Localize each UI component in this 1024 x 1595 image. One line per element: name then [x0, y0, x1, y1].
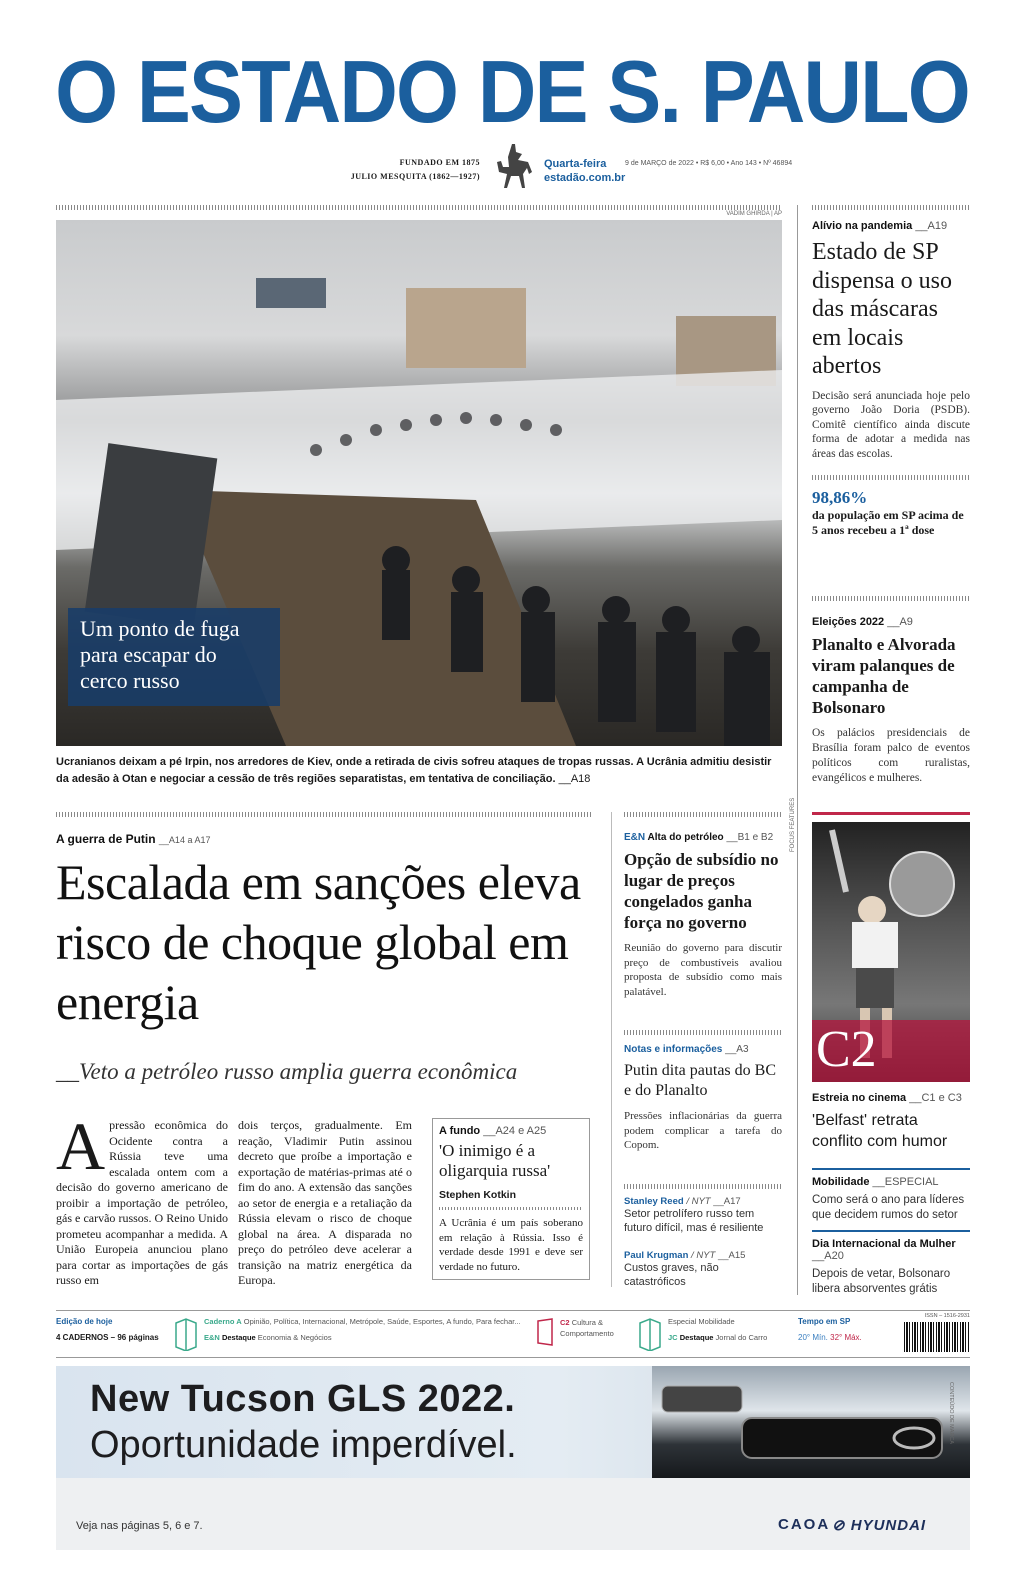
divider — [56, 812, 592, 817]
story-headline[interactable]: 'Belfast' retrata conflito com humor — [812, 1112, 948, 1150]
story-headline[interactable]: Estado de SP dispensa o uso das máscaras em locais abertos — [812, 239, 952, 379]
brief-text[interactable]: Como será o ano para líderes que decidem rumos do setor — [812, 1194, 965, 1221]
opinion-text[interactable]: Custos graves, não catastróficos — [624, 1262, 719, 1288]
hyundai-logo-icon: ⊘ — [832, 1517, 846, 1534]
ad-brand-caoa: CAOA — [778, 1516, 831, 1533]
story-body: Decisão será anunciada hoje pelo governo João Doria (PSDB). Comitê científico ainda discute forma de adotar a medida nas áreas das escolas. — [812, 389, 970, 460]
ad-brand-hyundai: ⊘ HYUNDAI — [832, 1517, 927, 1534]
ad-car — [652, 1366, 970, 1478]
brief-kicker: Dia Internacional da Mulher __A20 — [812, 1238, 956, 1262]
photo-credit: VADIM GHIRDA | AP — [726, 211, 782, 217]
sidebar-story-elections[interactable] — [812, 616, 970, 786]
sidebar-story-masks[interactable] — [812, 220, 970, 538]
opinion-byline: Paul Krugman / NYT __A15 — [624, 1250, 746, 1261]
section-icon — [536, 1317, 554, 1347]
afundo-author: Stephen Kotkin — [439, 1189, 517, 1201]
issn-text: ISSN – 1516-2931 — [924, 1313, 970, 1319]
story-kicker: Alívio na pandemia __A19 — [812, 220, 948, 232]
afundo-box[interactable] — [432, 1118, 590, 1280]
section-c2-line[interactable]: C2 Cultura & Comportamento — [560, 1318, 614, 1338]
divider — [812, 1168, 970, 1170]
section-icon — [638, 1317, 662, 1351]
story-headline[interactable]: Putin dita pautas do BC e do Planalto — [624, 1062, 776, 1099]
sidebar-brief-mobility[interactable] — [812, 1176, 970, 1223]
divider — [812, 1230, 970, 1232]
afundo-title[interactable]: 'O inimigo é a oligarquia russa' — [439, 1141, 551, 1180]
brief-kicker: Mobilidade __ESPECIAL — [812, 1176, 939, 1188]
story-body: Reunião do governo para discutir preço de combustíveis avaliou proposta de subsídio como mais palatável. — [624, 942, 782, 998]
middle-story-subsidy[interactable] — [624, 832, 782, 999]
story-body: Os palácios presidenciais de Brasília foram palco de eventos políticos com ruralistas, evangélicos e mulheres. — [812, 727, 970, 784]
ad-note: Veja nas páginas 5, 6 e 7. — [76, 1520, 203, 1532]
site-link[interactable]: estadão.com.br — [544, 172, 626, 184]
divider — [624, 1030, 782, 1035]
photo-overlay-title: Um ponto de fuga para escapar do cerco russo — [80, 616, 240, 693]
index-bar — [56, 1310, 970, 1358]
caption-text: Ucranianos deixam a pé Irpin, nos arredores de Kiev, onde a retirada de civis sofreu ataques de tropas russas. A Ucrânia admitiu desistir da adesão à Otan e negociar a cessão de três regiões separatistas, em tentativa de conciliação. — [56, 756, 772, 785]
founder-text: JULIO MESQUITA (1862—1927) — [350, 172, 480, 181]
divider — [56, 205, 782, 210]
c2-photo[interactable] — [812, 822, 970, 1082]
advertisement[interactable] — [56, 1366, 970, 1550]
masthead — [0, 40, 1024, 195]
photo-overlay-box — [68, 608, 280, 706]
opinion-item[interactable] — [624, 1196, 782, 1235]
afundo-text: A Ucrânia é um país soberano em relação à Rússia. Isso é verdade desde 1991 e deve ser verdade no futuro. — [439, 1217, 583, 1273]
opinion-text[interactable]: Setor petrolífero russo tem futuro difícil, mas é resiliente — [624, 1208, 764, 1234]
weather-values: 20° Mín. 32° Máx. — [798, 1333, 862, 1342]
barcode — [904, 1322, 970, 1352]
divider — [439, 1207, 583, 1210]
main-column-1 — [56, 1108, 228, 1289]
divider — [624, 1184, 782, 1189]
dropcap: A — [56, 1108, 106, 1184]
stat-text: da população em SP acima de 5 anos recebeu a 1ª dose — [812, 508, 964, 537]
divider — [812, 596, 970, 601]
ad-subtitle: Oportunidade imperdível. — [90, 1424, 517, 1466]
sidebar-story-c2[interactable] — [812, 1092, 970, 1152]
section-icon — [174, 1317, 198, 1351]
masthead-title: O ESTADO DE S. PAULO — [55, 42, 969, 141]
opinion-byline: Stanley Reed / NYT __A17 — [624, 1196, 741, 1207]
divider — [624, 812, 782, 817]
ad-side-label: CONTEÚDO DE MARCA — [948, 1382, 954, 1445]
story-kicker: Estreia no cinema __C1 e C3 — [812, 1092, 962, 1104]
afundo-kicker: A fundo __A24 e A25 — [439, 1125, 547, 1137]
stat-value: 98,86% — [812, 488, 868, 507]
divider — [812, 205, 970, 210]
brief-text[interactable]: Depois de vetar, Bolsonaro libera absorventes grátis — [812, 1268, 951, 1295]
main-headline[interactable]: Escalada em sanções eleva risco de choque global em energia — [56, 854, 581, 1030]
section-a-line[interactable]: Caderno A Opinião, Política, Internacional, Metrópole, Saúde, Esportes, A fundo, Para fechar... — [204, 1317, 521, 1326]
lead-photo — [56, 220, 782, 746]
opinion-item[interactable] — [624, 1250, 782, 1289]
horseman-logo-icon — [490, 142, 536, 190]
story-headline[interactable]: Planalto e Alvorada viram palanques de campanha de Bolsonaro — [812, 635, 956, 717]
ad-title: New Tucson GLS 2022. — [90, 1378, 516, 1420]
founded-text: FUNDADO EM 1875 — [399, 158, 480, 167]
c2-credit: FOCUS FEATURES — [790, 797, 796, 852]
section-jc-line[interactable]: JC Destaque Jornal do Carro — [668, 1333, 768, 1342]
caption-ref: __A18 — [558, 773, 591, 785]
edition-label: Edição de hoje — [56, 1317, 113, 1326]
story-body: Pressões inflacionárias da guerra podem complicar a tarefa do Copom. — [624, 1110, 782, 1151]
story-kicker: E&N Alta do petróleo __B1 e B2 — [624, 832, 774, 843]
divider — [812, 475, 970, 480]
issue-info: 9 de MARÇO de 2022 • R$ 6,00 • Ano 143 • Nº 46894 — [625, 160, 793, 167]
main-column-2: dois terços, gradualmente. Em reação, Vladimir Putin assinou decreto que proíbe a importação e exportação de matérias-primas até o fim do ano. A extensão das sanções ao setor de energia e a retaliação da Rússia elevam o risco de choque global na área. A disparada no preço do petróleo deve acelerar a transição na matriz energética da Europa. — [238, 1118, 412, 1287]
middle-story-notes[interactable] — [624, 1044, 782, 1153]
story-kicker: Eleições 2022 __A9 — [812, 616, 913, 628]
main-subhead: __Veto a petróleo russo amplia guerra econômica — [56, 1059, 518, 1084]
column-rule — [611, 812, 612, 1287]
story-kicker: Notas e informações __A3 — [624, 1044, 749, 1055]
divider — [812, 812, 970, 815]
weekday-label: Quarta-feira — [544, 158, 607, 170]
edition-info: 4 CADERNOS – 96 páginas — [56, 1333, 159, 1342]
sidebar-brief-women[interactable] — [812, 1238, 970, 1297]
weather-label: Tempo em SP — [798, 1317, 851, 1326]
column-text: pressão econômica do Ocidente contra a Rússia teve uma escalada ontem com a decisão do governo americano de proibir a importação de petróleo, gás e carvão russos. O Reino Unido prometeu acompanhar a medida. A União Europeia anunciou plano para cortar as importações de gás russo em — [56, 1118, 228, 1287]
c2-badge: C2 — [816, 1021, 877, 1078]
column-rule — [797, 205, 798, 1295]
main-kicker: A guerra de Putin __A14 a A17 — [56, 832, 211, 846]
section-en-line[interactable]: E&N Destaque Economia & Negócios — [204, 1333, 332, 1342]
section-special-line[interactable]: Especial Mobilidade — [668, 1317, 735, 1326]
photo-caption — [56, 754, 782, 788]
story-headline[interactable]: Opção de subsídio no lugar de preços congelados ganha força no governo — [624, 850, 779, 932]
